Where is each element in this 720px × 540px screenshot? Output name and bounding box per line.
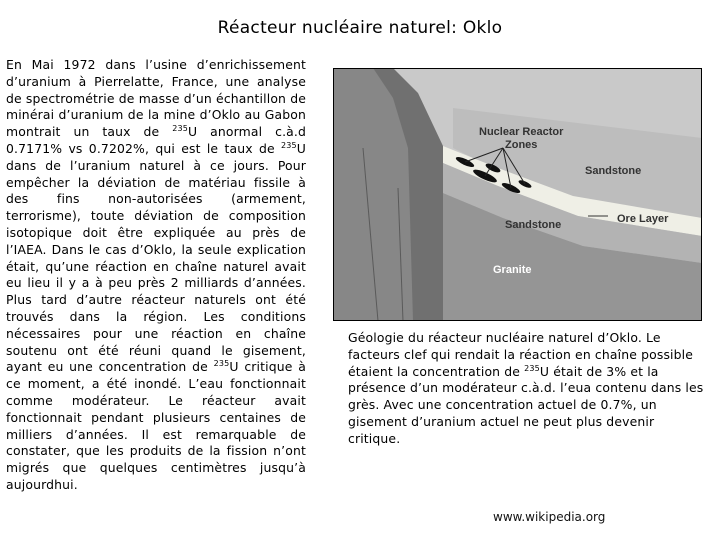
isotope-mass-number: 235	[213, 359, 230, 369]
body-text-part-4: critique à ce moment, a été inondé. L’eau fonctionnait comme modérateur. Le réacteur avait fonctionnait pendant plusieurs centaines de milliers d’années. Il est remarquable de constater, que les produits de la fission n’ont migrés que quelques centimètres jusqu’à aujourdhui.	[6, 359, 306, 492]
label-sandstone-bottom: Sandstone	[505, 219, 562, 231]
isotope-symbol: U	[187, 124, 198, 140]
label-reactor-zones-line2: Zones	[505, 139, 538, 151]
caption-text-part-2: était de 3% et la présence d’un modérateur c.à.d. l’eua contenu dans les grès. Avec une concentration actuel de 0.7%, un gisement d’uranium actuel ne peut plus devenir critique.	[348, 363, 704, 446]
body-text-part-3: dans de l’uranium naturel à ce jours. Pour empêcher la déviation de matériau fissile à des fins non-autorisées (armement, terrorisme), toute déviation de composition isotopique doit être expliquée au près de l’IAEA. Dans le cas d’Oklo, la seule explication était, qu’une réaction en chaîne naturel avait eu lieu il y a à peu près 2 milliards d’années. Plus tard d’autre réacteur naturels ont été trouvés dans la région. Les conditions nécessaires pour une réaction en chaîne soutenu ont été réuni quand le gisement, ayant eu une concentration de	[6, 157, 306, 375]
label-reactor-zones: Nuclear Reactor	[479, 126, 564, 138]
isotope-symbol: U	[296, 140, 306, 156]
source-attribution: www.wikipedia.org	[493, 510, 606, 524]
figure-caption	[348, 330, 710, 448]
isotope-symbol: U	[229, 359, 239, 375]
body-text-part-1: En Mai 1972 dans l’usine d’enrichissement d’uranium à Pierrelatte, France, une analyse de spectrométrie de masse d’un échantillon de minérai d’uranium de la mine d’Oklo au Gabon montrait un taux de	[6, 57, 306, 140]
isotope-mass-number: 235	[281, 140, 297, 150]
page-title: Réacteur nucléaire naturel: Oklo	[217, 18, 503, 38]
body-paragraph	[6, 57, 306, 494]
oklo-geology-figure	[333, 68, 702, 321]
body-text-part-2: anormal c.à.d 0.7171% vs 0.7202%, qui est le taux de	[6, 124, 307, 156]
label-ore-layer: Ore Layer	[617, 213, 669, 225]
caption-text-part-1: Géologie du réacteur nucléaire naturel d’Oklo. Le facteurs clef qui rendait la réaction en chaîne possible étaient la concentration de	[348, 330, 694, 379]
label-granite: Granite	[493, 264, 532, 276]
label-sandstone-top: Sandstone	[585, 165, 642, 177]
isotope-symbol: U	[539, 363, 550, 379]
isotope-mass-number: 235	[172, 124, 188, 134]
isotope-mass-number: 235	[524, 363, 540, 373]
